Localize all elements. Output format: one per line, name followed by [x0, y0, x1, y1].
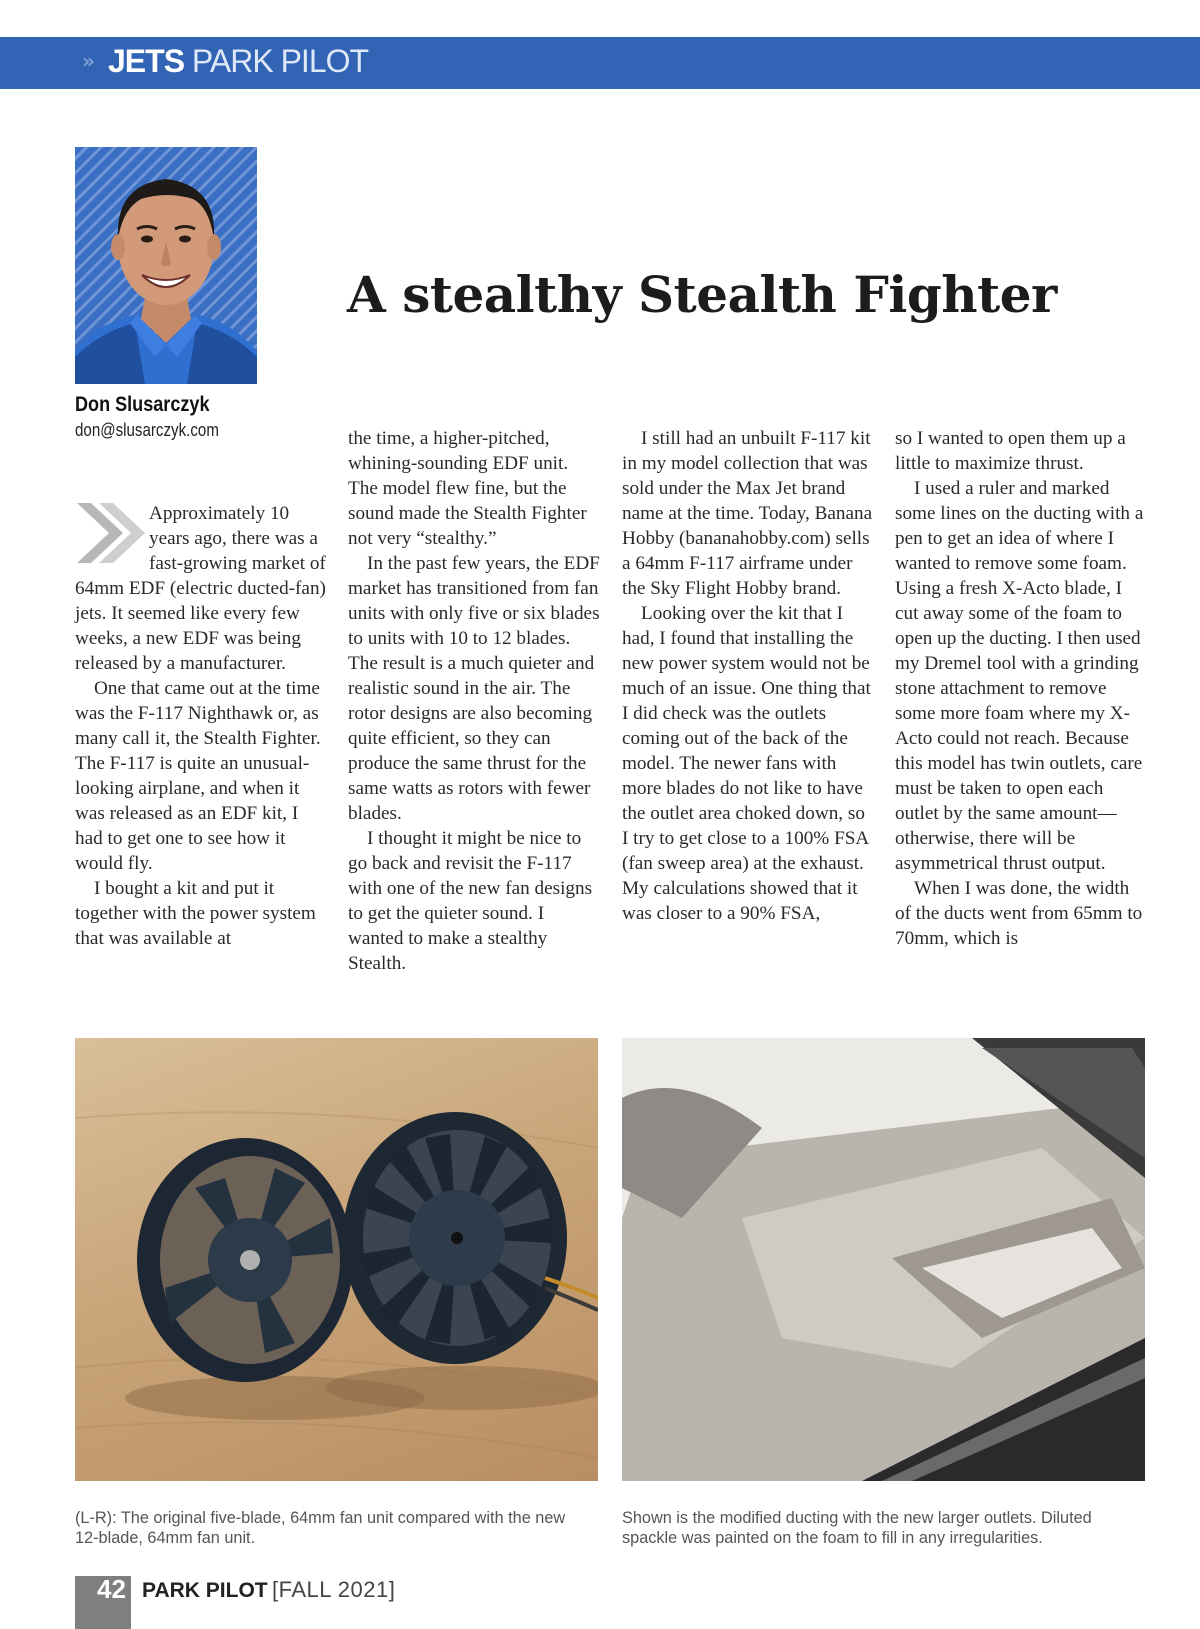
- figure-caption-2: Shown is the modified ducting with the new larger outlets. Diluted spackle was painted on the foam to fill in any irregularities.: [622, 1509, 1092, 1547]
- paragraph: I bought a kit and put it together with the power system that was available at: [75, 878, 316, 949]
- page-number: 42: [97, 1574, 126, 1604]
- section-label: JETS: [108, 43, 185, 79]
- article-column-4: [895, 426, 1147, 951]
- publication-name: PARK PILOT: [142, 1579, 268, 1602]
- subsection-label: PARK PILOT: [191, 43, 369, 79]
- author-name: Don Slusarczyk: [75, 393, 210, 416]
- author-email: don@slusarczyk.com: [75, 420, 219, 440]
- article-column-3: [622, 426, 874, 926]
- figure-caption-1: (L-R): The original five-blade, 64mm fan unit compared with the new 12-blade, 64mm fan unit.: [75, 1509, 566, 1547]
- paragraph: the time, a higher-pitched, whining-sounding EDF unit. The model flew fine, but the sound made the Stealth Fighter not very “stealthy.”: [348, 428, 587, 549]
- author-portrait: [75, 147, 257, 384]
- paragraph: I thought it might be nice to go back and revisit the F-117 with one of the new fan designs to get the quieter sound. I wanted to make a stealthy Stealth.: [348, 828, 593, 974]
- paragraph: I still had an unbuilt F-117 kit in my model collection that was sold under the Max Jet brand name at the time. Today, Banana Hobby (bananahobby.com) sells a 64mm F-117 airframe under the Sky Flight Hobby brand.: [622, 428, 873, 599]
- section-title: [108, 43, 368, 80]
- drop-chevron-icon: [75, 501, 147, 576]
- paragraph: I used a ruler and marked some lines on the ducting with a pen to get an idea of where I wanted to remove some foam. Using a fresh X-Acto blade, I cut away some of the foam to open up the ducting. I then used my Dremel tool with a grinding stone attachment to remove some more foam where my X-Acto could not reach. Because this model has twin outlets, care must be taken to open each outlet by the same amount—otherwise, there will be asymmetrical thrust output.: [895, 478, 1144, 874]
- fan-units-photo: [75, 1038, 598, 1481]
- article-column-2: [348, 426, 600, 976]
- issue-label: [FALL 2021]: [272, 1577, 396, 1602]
- paragraph: In the past few years, the EDF market has transitioned from fan units with only five or six blades to units with 10 to 12 blades. The result is a much quieter and realistic sound in the air. The rotor designs are also becoming quite efficient, so they can produce the same thrust for the same watts as rotors with fewer blades.: [348, 553, 600, 824]
- paragraph: When I was done, the width of the ducts went from 65mm to 70mm, which is: [895, 878, 1143, 949]
- paragraph: One that came out at the time was the F-117 Nighthawk or, as many call it, the Stealth Fighter. The F-117 is quite an unusual-looking airplane, and when it was released as an EDF kit, I had to get one to see how it would fly.: [75, 678, 321, 874]
- modified-ducting-photo: [622, 1038, 1145, 1481]
- paragraph: Looking over the kit that I had, I found that installing the new power system would not be much of an issue. One thing that I did check was the outlets coming out of the back of the model. The newer fans with more blades do not like to have the outlet area choked down, so I try to get close to a 100% FSA (fan sweep area) at the exhaust. My calculations showed that it was closer to a 90% FSA,: [622, 603, 871, 924]
- paragraph: Approximately 10 years ago, there was a fast-growing market of 64mm EDF (electric ducted-fan) jets. It seemed like every few weeks, a new EDF was being released by a manufacturer.: [75, 503, 326, 674]
- article-column-1: [75, 501, 327, 951]
- section-header-bar: [0, 37, 1200, 89]
- chevron-icon: »: [82, 49, 91, 73]
- article-title: A stealthy Stealth Fighter: [347, 265, 1057, 324]
- paragraph: so I wanted to open them up a little to maximize thrust.: [895, 428, 1126, 474]
